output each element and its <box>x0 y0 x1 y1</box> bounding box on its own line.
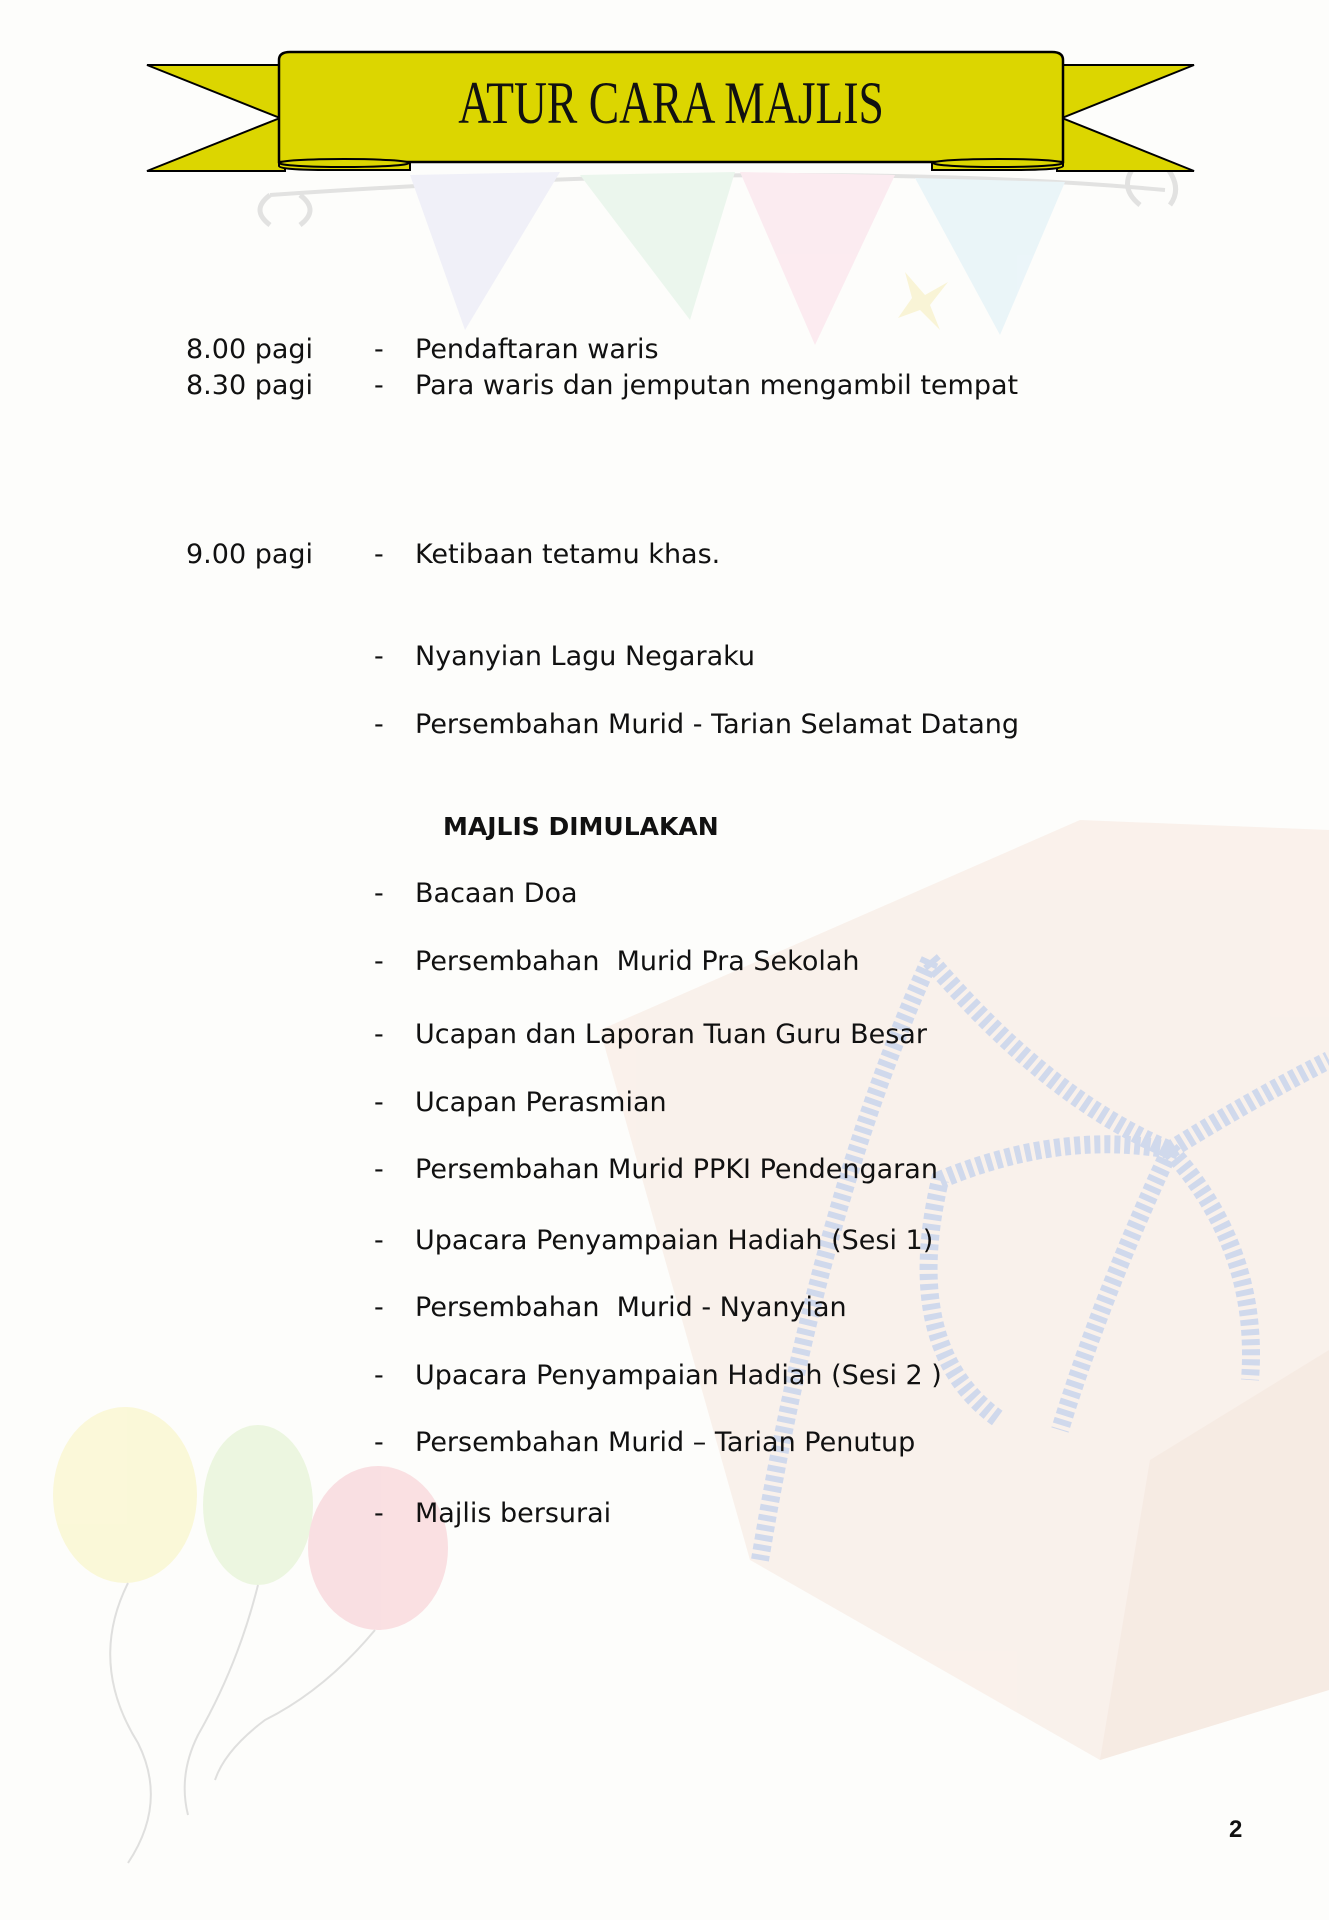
schedule-item: Nyanyian Lagu Negaraku <box>415 641 756 672</box>
schedule-time: 8.30 pagi <box>186 370 314 401</box>
program-item: Majlis bersurai <box>415 1498 612 1529</box>
schedule-item: Pendaftaran waris <box>415 334 659 365</box>
page-title <box>279 68 1063 138</box>
bullet-dash: - <box>374 1154 384 1185</box>
page-number: 2 <box>1229 1816 1243 1843</box>
bullet-dash: - <box>374 709 384 740</box>
bullet-dash: - <box>374 539 384 570</box>
bullet-dash: - <box>374 1292 384 1323</box>
section-heading: MAJLIS DIMULAKAN <box>443 812 719 841</box>
schedule-time: 9.00 pagi <box>186 539 314 570</box>
program-row <box>0 1358 1329 1394</box>
bullet-dash: - <box>374 1498 384 1529</box>
bullet-dash: - <box>374 1087 384 1118</box>
program-item: Ucapan Perasmian <box>415 1087 667 1118</box>
bullet-dash: - <box>374 1360 384 1391</box>
bullet-dash: - <box>374 641 384 672</box>
schedule-row <box>0 537 1329 573</box>
page-title-text: ATUR CARA MAJLIS <box>458 70 884 136</box>
schedule-row <box>0 332 1329 368</box>
program-item: Bacaan Doa <box>415 878 578 909</box>
program-item: Persembahan Murid - Nyanyian <box>415 1292 847 1323</box>
bullet-dash: - <box>374 1225 384 1256</box>
program-row <box>0 1017 1329 1053</box>
balloons-icon <box>53 1407 448 1863</box>
program-row <box>0 1290 1329 1326</box>
program-row <box>0 876 1329 912</box>
schedule-item: Persembahan Murid - Tarian Selamat Datang <box>415 709 1020 740</box>
program-item: Persembahan Murid – Tarian Penutup <box>415 1427 916 1458</box>
bullet-dash: - <box>374 370 384 401</box>
program-row <box>0 1152 1329 1188</box>
bullet-dash: - <box>374 878 384 909</box>
program-item: Persembahan Murid Pra Sekolah <box>415 946 860 977</box>
schedule-time: 8.00 pagi <box>186 334 314 365</box>
program-row <box>0 1496 1329 1532</box>
bullet-dash: - <box>374 334 384 365</box>
bullet-dash: - <box>374 1427 384 1458</box>
schedule-item: Para waris dan jemputan mengambil tempat <box>415 370 1019 401</box>
schedule-row <box>0 639 1329 675</box>
program-row <box>0 1085 1329 1121</box>
schedule-row <box>0 707 1329 743</box>
program-item: Upacara Penyampaian Hadiah (Sesi 2 ) <box>415 1360 942 1391</box>
program-row <box>0 944 1329 980</box>
bullet-dash: - <box>374 946 384 977</box>
schedule-row <box>0 368 1329 404</box>
bullet-dash: - <box>374 1019 384 1050</box>
program-item: Upacara Penyampaian Hadiah (Sesi 1) <box>415 1225 934 1256</box>
schedule-item: Ketibaan tetamu khas. <box>415 539 721 570</box>
program-row <box>0 1223 1329 1259</box>
program-item: Ucapan dan Laporan Tuan Guru Besar <box>415 1019 927 1050</box>
program-item: Persembahan Murid PPKI Pendengaran <box>415 1154 938 1185</box>
program-row <box>0 1425 1329 1461</box>
